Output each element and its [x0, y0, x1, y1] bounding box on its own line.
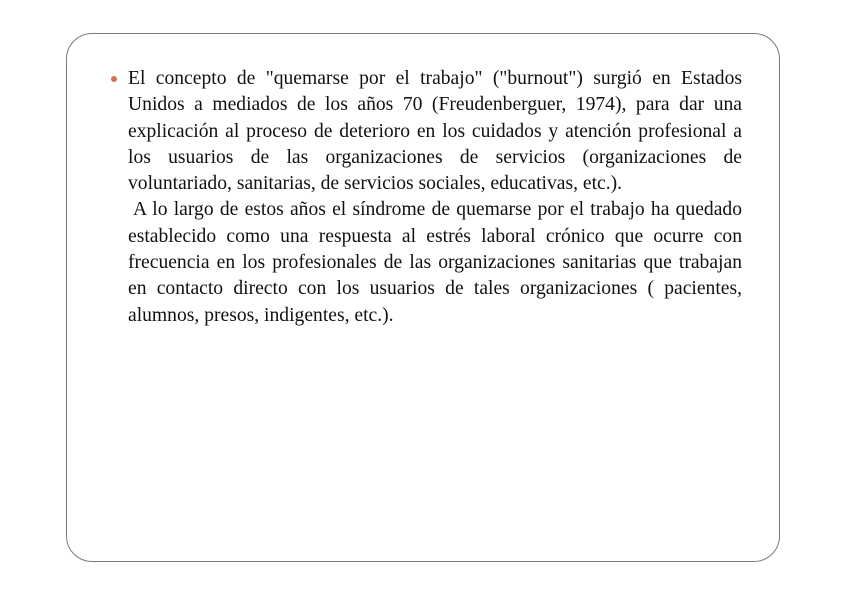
slide-content [128, 66, 742, 329]
paragraph-burnout-definition [128, 197, 742, 328]
paragraph-burnout-origin: El concepto de "quemarse por el trabajo" ("burnout") surgió en Estados Unidos a mediados de los años 70 (Freudenberguer, 1974), para dar una explicación al proceso de deterioro en los cuidados y atención profesional a los usuarios de las organizaciones de servicios (organizaciones de voluntariado, sanitarias, de servicios sociales, educativas, etc.). [128, 68, 742, 195]
paragraph-burnout-definition-text: A lo largo de estos años el síndrome de quemarse por el trabajo ha quedado establecido como una respuesta al estrés laboral crónico que ocurre con frecuencia en los profesionales de las organizaciones sanitarias que trabajan en contacto directo con los usuarios de tales organizaciones ( pacientes, alumnos, presos, indigentes, etc.). [128, 199, 742, 326]
continuation-item [128, 197, 742, 328]
bullet-item [128, 66, 742, 197]
bullet-dot-icon [111, 76, 117, 82]
